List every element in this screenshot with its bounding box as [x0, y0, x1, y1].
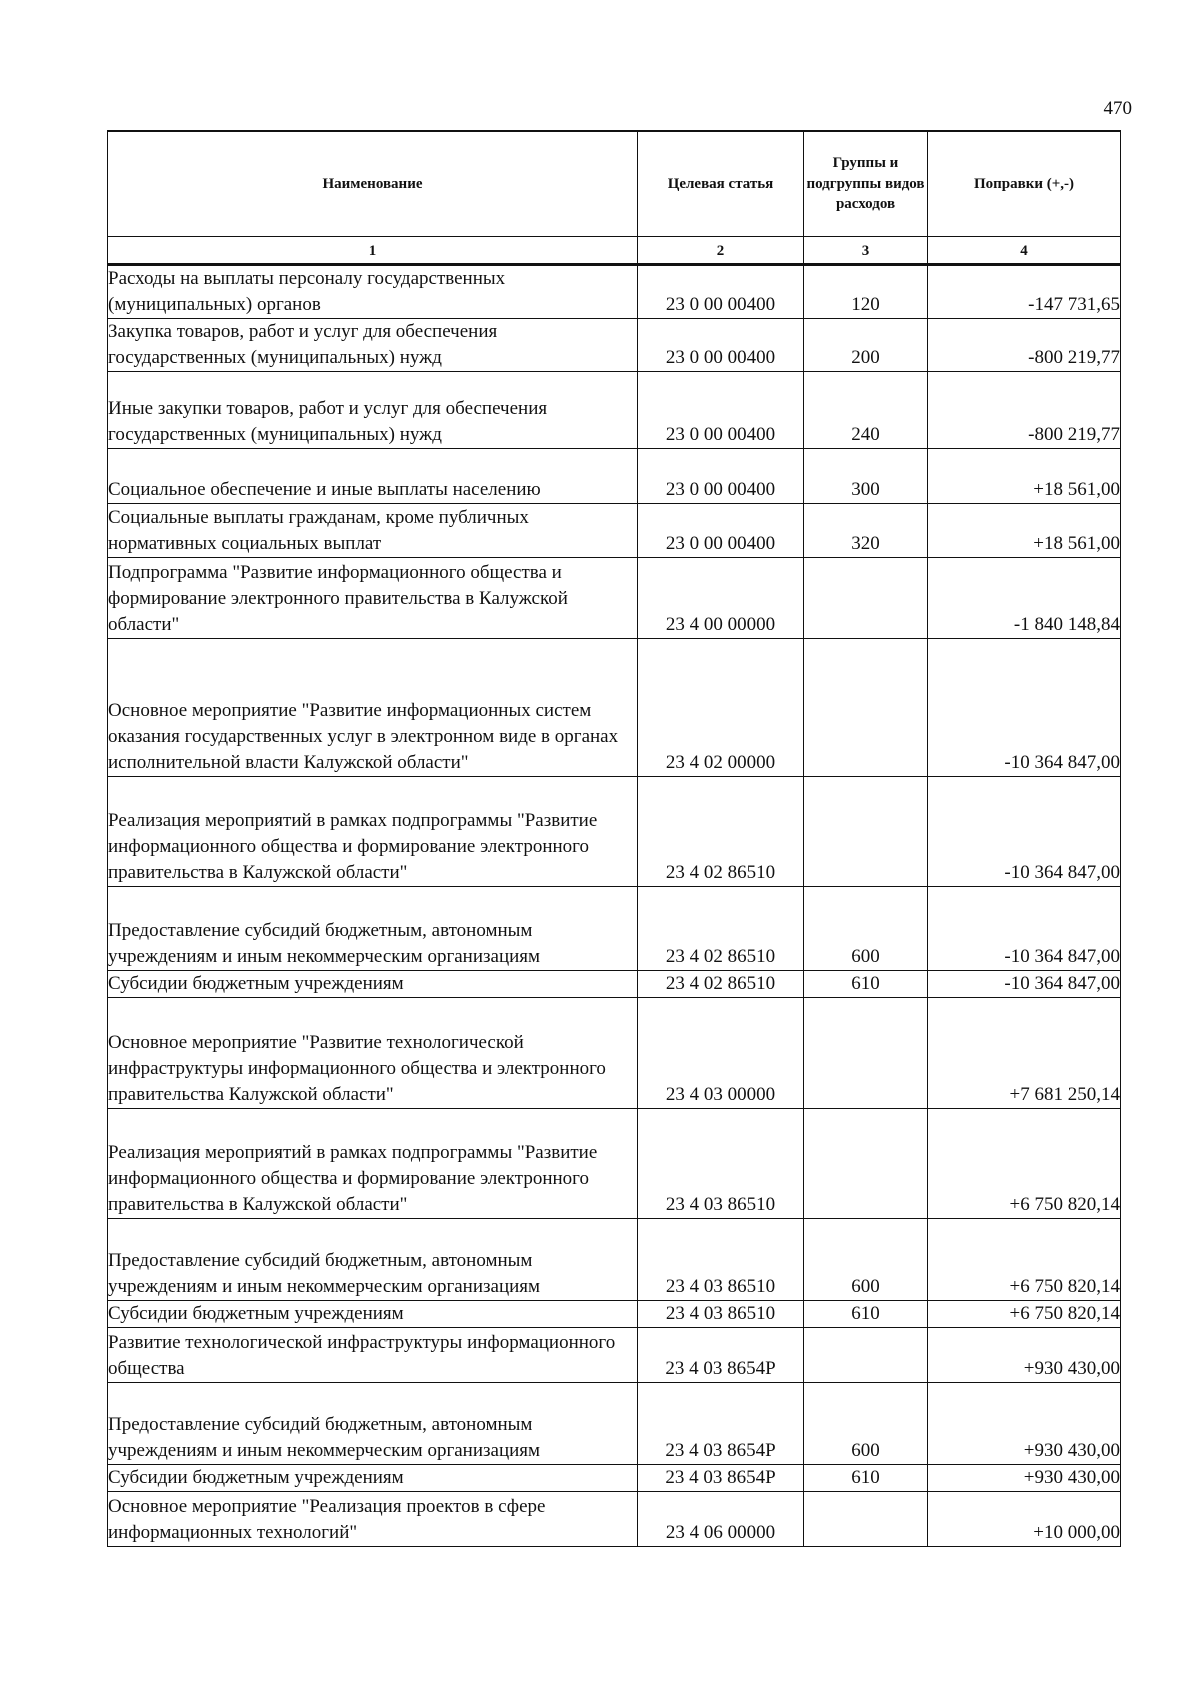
row-name: Развитие технологической инфраструктуры информационного общества — [108, 1327, 638, 1382]
row-name: Субсидии бюджетным учреждениям — [108, 1300, 638, 1327]
table-row — [108, 503, 1121, 557]
row-amount: +18 561,00 — [928, 448, 1121, 503]
row-amount: -10 364 847,00 — [928, 638, 1121, 776]
row-group: 200 — [804, 318, 928, 371]
row-target-code: 23 4 02 00000 — [638, 638, 804, 776]
row-target-code: 23 4 02 86510 — [638, 970, 804, 997]
row-group: 600 — [804, 1218, 928, 1300]
row-name: Основное мероприятие "Развитие информационных систем оказания государственных услуг в электронном виде в органах исполнительной власти Калужской области" — [108, 638, 638, 776]
row-amount: +930 430,00 — [928, 1464, 1121, 1491]
table-row — [108, 1218, 1121, 1300]
row-name: Субсидии бюджетным учреждениям — [108, 970, 638, 997]
row-amount: -1 840 148,84 — [928, 557, 1121, 638]
row-target-code: 23 4 03 8654Р — [638, 1327, 804, 1382]
row-amount: -800 219,77 — [928, 371, 1121, 448]
row-name: Предоставление субсидий бюджетным, автономным учреждениям и иным некоммерческим организациям — [108, 1382, 638, 1464]
row-name: Основное мероприятие "Развитие технологической инфраструктуры информационного общества и электронного правительства Калужской области" — [108, 997, 638, 1108]
header-target-article: Целевая статья — [638, 131, 804, 236]
row-amount: +6 750 820,14 — [928, 1218, 1121, 1300]
row-target-code: 23 4 03 8654Р — [638, 1464, 804, 1491]
header-expense-groups: Группы и подгруппы видов расходов — [804, 131, 928, 236]
row-group: 120 — [804, 264, 928, 318]
row-name: Подпрограмма "Развитие информационного общества и формирование электронного правительства в Калужской области" — [108, 557, 638, 638]
row-amount: -10 364 847,00 — [928, 970, 1121, 997]
table-row — [108, 448, 1121, 503]
row-group — [804, 1327, 928, 1382]
row-amount: +10 000,00 — [928, 1491, 1121, 1546]
header-row — [108, 131, 1121, 236]
row-target-code: 23 4 02 86510 — [638, 776, 804, 886]
row-amount: -10 364 847,00 — [928, 776, 1121, 886]
column-number: 2 — [638, 236, 804, 264]
row-target-code: 23 0 00 00400 — [638, 503, 804, 557]
row-amount: +6 750 820,14 — [928, 1300, 1121, 1327]
row-group: 300 — [804, 448, 928, 503]
row-amount: +18 561,00 — [928, 503, 1121, 557]
row-name: Основное мероприятие "Реализация проектов в сфере информационных технологий" — [108, 1491, 638, 1546]
row-target-code: 23 0 00 00400 — [638, 448, 804, 503]
row-amount: -147 731,65 — [928, 264, 1121, 318]
row-name: Социальное обеспечение и иные выплаты населению — [108, 448, 638, 503]
row-name: Социальные выплаты гражданам, кроме публичных нормативных социальных выплат — [108, 503, 638, 557]
row-name: Реализация мероприятий в рамках подпрограммы "Развитие информационного общества и формирование электронного правительства в Калужской области" — [108, 1108, 638, 1218]
row-amount: -800 219,77 — [928, 318, 1121, 371]
table-row — [108, 1491, 1121, 1546]
row-name: Иные закупки товаров, работ и услуг для обеспечения государственных (муниципальных) нужд — [108, 371, 638, 448]
row-amount: +6 750 820,14 — [928, 1108, 1121, 1218]
row-group: 240 — [804, 371, 928, 448]
row-target-code: 23 4 00 00000 — [638, 557, 804, 638]
row-group: 610 — [804, 1464, 928, 1491]
row-target-code: 23 4 03 86510 — [638, 1218, 804, 1300]
row-target-code: 23 0 00 00400 — [638, 264, 804, 318]
page-number: 470 — [1103, 98, 1132, 119]
column-number: 4 — [928, 236, 1121, 264]
row-amount: +7 681 250,14 — [928, 997, 1121, 1108]
table-row — [108, 1108, 1121, 1218]
table-row — [108, 997, 1121, 1108]
table-row — [108, 264, 1121, 318]
row-group — [804, 776, 928, 886]
header-amendments: Поправки (+,-) — [928, 131, 1121, 236]
row-group: 610 — [804, 970, 928, 997]
row-name: Реализация мероприятий в рамках подпрограммы "Развитие информационного общества и формирование электронного правительства в Калужской области" — [108, 776, 638, 886]
row-group: 600 — [804, 886, 928, 970]
row-target-code: 23 4 03 8654Р — [638, 1382, 804, 1464]
row-group: 600 — [804, 1382, 928, 1464]
table-row — [108, 638, 1121, 776]
row-amount: -10 364 847,00 — [928, 886, 1121, 970]
table-row — [108, 886, 1121, 970]
column-number: 3 — [804, 236, 928, 264]
row-name: Закупка товаров, работ и услуг для обеспечения государственных (муниципальных) нужд — [108, 318, 638, 371]
row-target-code: 23 4 02 86510 — [638, 886, 804, 970]
column-number: 1 — [108, 236, 638, 264]
table-row — [108, 1382, 1121, 1464]
row-target-code: 23 4 06 00000 — [638, 1491, 804, 1546]
row-group — [804, 997, 928, 1108]
table-row — [108, 318, 1121, 371]
table-row — [108, 1464, 1121, 1491]
row-target-code: 23 4 03 00000 — [638, 997, 804, 1108]
row-target-code: 23 0 00 00400 — [638, 318, 804, 371]
table-row — [108, 1327, 1121, 1382]
table-row — [108, 776, 1121, 886]
row-name: Субсидии бюджетным учреждениям — [108, 1464, 638, 1491]
header-name: Наименование — [108, 131, 638, 236]
budget-table — [107, 130, 1121, 1547]
table-row — [108, 1300, 1121, 1327]
row-target-code: 23 0 00 00400 — [638, 371, 804, 448]
row-name: Предоставление субсидий бюджетным, автономным учреждениям и иным некоммерческим организациям — [108, 1218, 638, 1300]
row-group — [804, 557, 928, 638]
table-row — [108, 371, 1121, 448]
row-name: Предоставление субсидий бюджетным, автономным учреждениям и иным некоммерческим организациям — [108, 886, 638, 970]
row-amount: +930 430,00 — [928, 1327, 1121, 1382]
column-number-row — [108, 236, 1121, 264]
row-target-code: 23 4 03 86510 — [638, 1108, 804, 1218]
table-row — [108, 970, 1121, 997]
row-group — [804, 1108, 928, 1218]
row-group — [804, 1491, 928, 1546]
row-amount: +930 430,00 — [928, 1382, 1121, 1464]
table-row — [108, 557, 1121, 638]
row-group: 610 — [804, 1300, 928, 1327]
row-target-code: 23 4 03 86510 — [638, 1300, 804, 1327]
row-group: 320 — [804, 503, 928, 557]
row-group — [804, 638, 928, 776]
row-name: Расходы на выплаты персоналу государственных (муниципальных) органов — [108, 264, 638, 318]
